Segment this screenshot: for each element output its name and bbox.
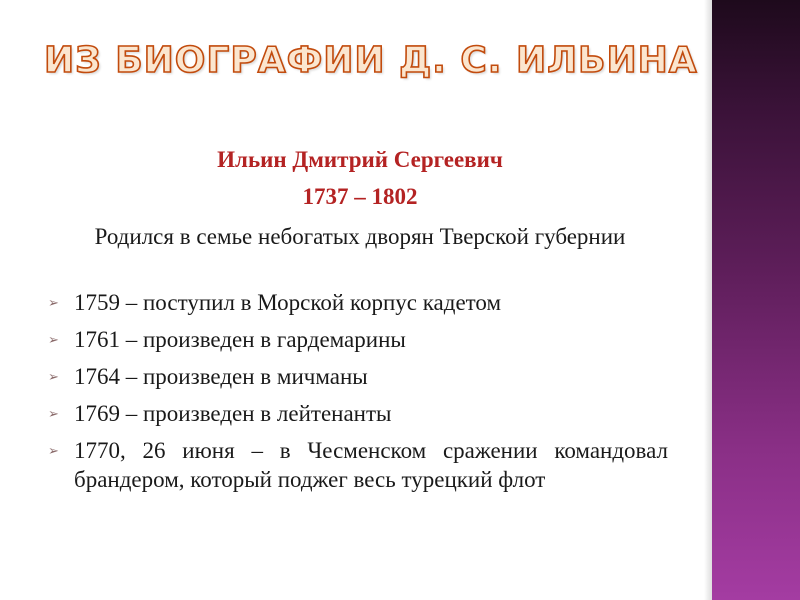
event-text: 1769 – произведен в лейтенанты [74,401,392,426]
event-text: 1764 – произведен в мичманы [74,364,368,389]
list-item [44,362,668,391]
slide-title: ИЗ БИОГРАФИИ Д. С. ИЛЬИНА [44,40,698,81]
event-text: 1761 – произведен в гардемарины [74,327,406,352]
arrow-bullet-icon: ➢ [48,296,59,311]
arrow-bullet-icon: ➢ [48,407,59,422]
list-item [44,288,668,317]
decorative-side-bar [712,0,800,600]
list-item [44,436,668,494]
arrow-bullet-icon: ➢ [48,370,59,385]
side-bar-edge [704,0,712,600]
birth-info: Родился в семье небогатых дворян Тверской губернии [94,224,626,249]
list-item [44,399,668,428]
arrow-bullet-icon: ➢ [48,444,59,459]
event-text: 1770, 26 июня – в Чесменском сражении командовал брандером, который поджег весь турецкий флот [74,438,668,492]
list-item [44,325,668,354]
event-text: 1759 – поступил в Морской корпус кадетом [74,290,502,315]
biography-events-list [44,288,668,502]
person-name: Ильин Дмитрий Сергеевич [217,147,503,172]
life-years: 1737 – 1802 [302,184,418,209]
arrow-bullet-icon: ➢ [48,333,59,348]
